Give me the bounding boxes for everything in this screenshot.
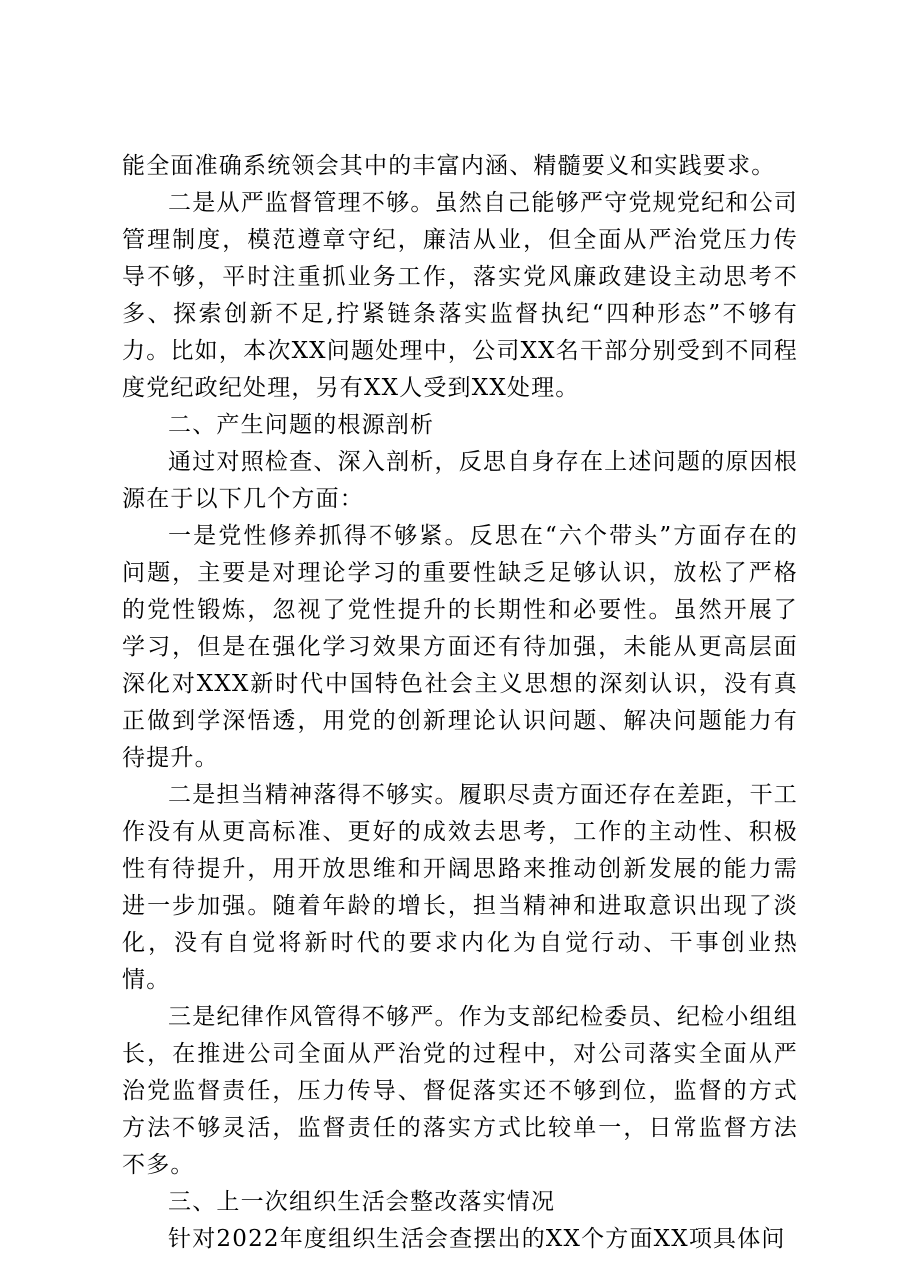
section-heading-root-cause: 二、产生问题的根源剖析: [168, 412, 435, 438]
paragraph-root-cause-intro: 通过对照检查、深入剖析，反思自身存在上述问题的原因根源在于以下几个方面：: [122, 449, 798, 512]
paragraph-rectification-intro: 针对2022年度组织生活会查摆出的XX个方面XX项具体问: [168, 1226, 786, 1252]
paragraph-continuation: 能全面准确系统领会其中的丰富内涵、精髓要义和实践要求。: [122, 153, 776, 179]
paragraph-party-spirit: 一是党性修养抓得不够紧。反思在“六个带头”方面存在的问题，主要是对理论学习的重要性缺乏足够认识，放松了严格的党性锻炼，忽视了党性提升的长期性和必要性。虽然开展了学习，但是在强化学习效果方面还有待加强，未能从更高层面深化对XXX新时代中国特色社会主义思想的深刻认识，没有真正做到学深悟透，用党的创新理论认识问题、解决问题能力有待提升。: [122, 523, 798, 771]
paragraph-supervision: 二是从严监督管理不够。虽然自己能够严守党规党纪和公司管理制度，模范遵章守纪，廉洁从业，但全面从严治党压力传导不够，平时注重抓业务工作，落实党风廉政建设主动思考不多、探索创新不足,拧紧链条落实监督执纪“四种形态”不够有力。比如，本次XX问题处理中，公司XX名干部分别受到不同程度党纪政纪处理，另有XX人受到XX处理。: [122, 190, 798, 401]
section-heading-rectification: 三、上一次组织生活会整改落实情况: [168, 1189, 556, 1215]
paragraph-discipline: 三是纪律作风管得不够严。作为支部纪检委员、纪检小组组长，在推进公司全面从严治党的过程中，对公司落实全面从严治党监督责任，压力传导、督促落实还不够到位，监督的方式方法不够灵活，监督责任的落实方式比较单一，日常监督方法不多。: [122, 1004, 798, 1178]
document-body: [122, 148, 798, 1258]
paragraph-responsibility: 二是担当精神落得不够实。履职尽责方面还存在差距，干工作没有从更高标准、更好的成效去思考，工作的主动性、积极性有待提升，用开放思维和开阔思路来推动创新发展的能力需进一步加强。随着年龄的增长，担当精神和进取意识出现了淡化，没有自觉将新时代的要求内化为自觉行动、干事创业热情。: [122, 782, 798, 993]
